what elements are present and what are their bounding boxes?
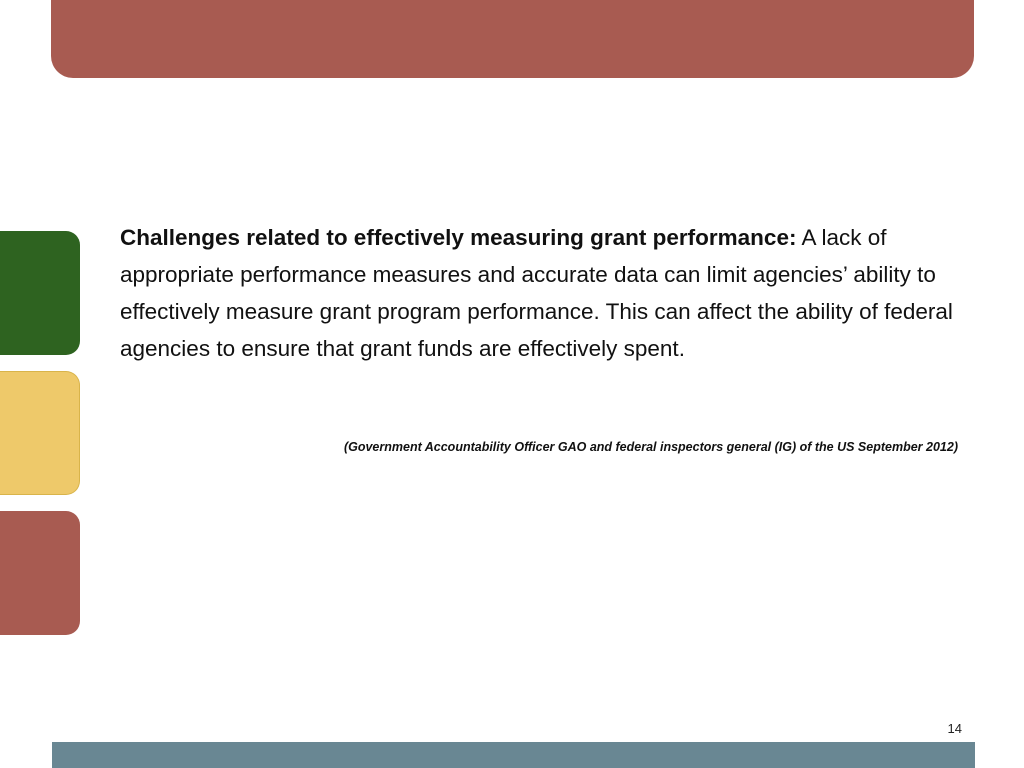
bottom-bar bbox=[52, 742, 975, 768]
paragraph-body: A lack of appropriate performance measures and accurate data can limit agencies’ ability to effectively measure grant program performance. This can affect the ability of federal agencies to ensure that grant funds are effectively spent. bbox=[120, 225, 953, 361]
side-block-red bbox=[0, 511, 80, 635]
paragraph-lead: Challenges related to effectively measuring grant performance: bbox=[120, 225, 797, 250]
body-paragraph bbox=[120, 219, 960, 367]
page-number: 14 bbox=[947, 721, 962, 736]
side-block-green bbox=[0, 231, 80, 355]
top-banner bbox=[51, 0, 974, 78]
citation: (Government Accountability Officer GAO and federal inspectors general (IG) of the US September 2012) bbox=[343, 440, 958, 454]
side-block-yellow bbox=[0, 371, 80, 495]
